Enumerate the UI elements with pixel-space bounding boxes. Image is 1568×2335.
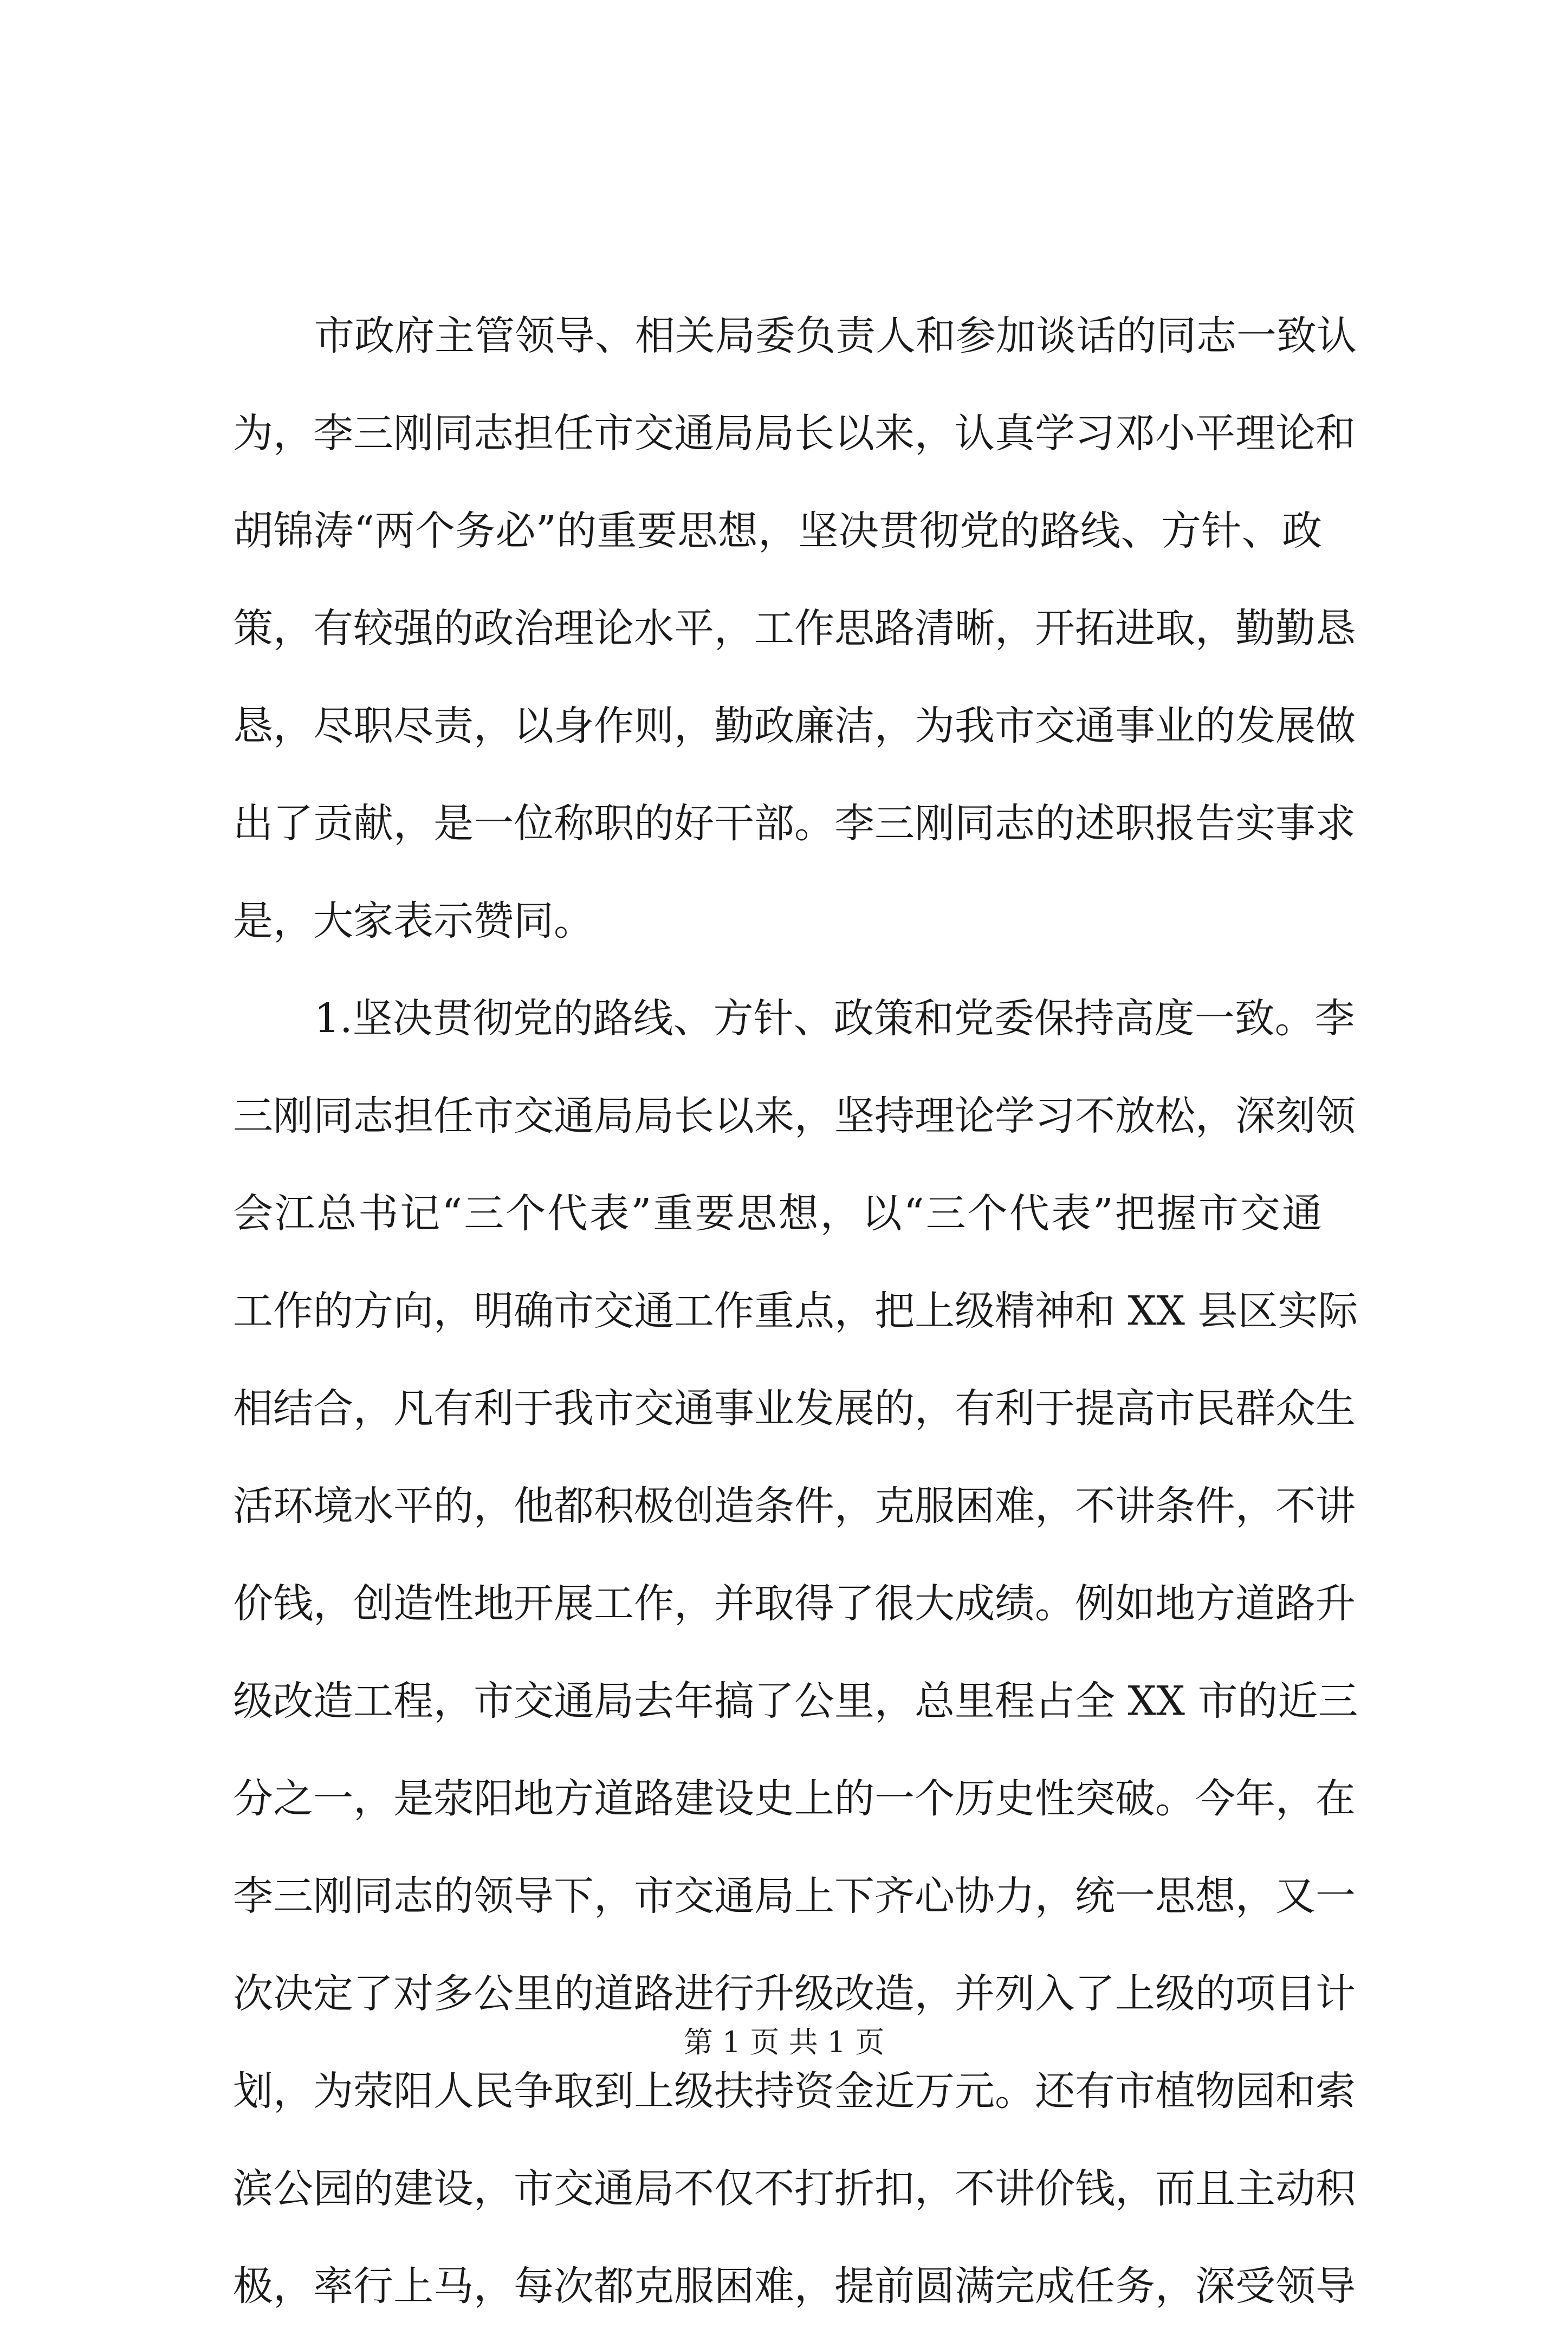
paragraph-1-line: 出了贡献，是一位称职的好干部。李三刚同志的述职报告实事求 xyxy=(233,800,1356,847)
paragraph-1-line: 胡锦涛“两个务必”的重要思想，坚决贯彻党的路线、方针、政 xyxy=(233,508,1322,554)
paragraph-2-line: 滨公园的建设，市交通局不仅不打折扣，不讲价钱，而且主动积 xyxy=(233,2165,1356,2212)
paragraph-2-line: 极，率行上马，每次都克服困难，提前圆满完成任务，深受领导 xyxy=(233,2263,1356,2310)
paragraph-2-line: 价钱，创造性地开展工作，并取得了很大成绩。例如地方道路升 xyxy=(233,1580,1356,1627)
paragraph-1-line: 市政府主管领导、相关局委负责人和参加谈话的同志一致认 xyxy=(314,313,1357,359)
paragraph-2-line: 划，为荥阳人民争取到上级扶持资金近万元。还有市植物园和索 xyxy=(233,2068,1356,2115)
paragraph-1-line: 策，有较强的政治理论水平，工作思路清晰，开拓进取，勤勤恳 xyxy=(233,605,1356,652)
page-number-footer: 第 1 页 共 1 页 xyxy=(683,2025,885,2059)
paragraph-2-line: 李三刚同志的领导下，市交通局上下齐心协力，统一思想，又一 xyxy=(233,1873,1356,1919)
paragraph-2-line: 活环境水平的，他都积极创造条件，克服困难，不讲条件，不讲 xyxy=(233,1483,1356,1529)
paragraph-1-line: 为，李三刚同志担任市交通局局长以来，认真学习邓小平理论和 xyxy=(233,410,1356,457)
paragraph-2-line: 分之一，是荥阳地方道路建设史上的一个历史性突破。今年，在 xyxy=(233,1775,1356,1822)
paragraph-2-line: 会江总书记“三个代表”重要思想，以“三个代表”把握市交通 xyxy=(233,1190,1322,1237)
paragraph-2-line: 级改造工程，市交通局去年搞了公里，总里程占全 XX 市的近三 xyxy=(233,1678,1358,1724)
paragraph-2-line: 次决定了对多公里的道路进行升级改造，并列入了上级的项目计 xyxy=(233,1970,1356,2017)
paragraph-2-line: 三刚同志担任市交通局局长以来，坚持理论学习不放松，深刻领 xyxy=(233,1093,1356,1139)
paragraph-2-line: 1.坚决贯彻党的路线、方针、政策和党委保持高度一致。李 xyxy=(314,995,1355,1042)
paragraph-2-line: 相结合，凡有利于我市交通事业发展的，有利于提高市民群众生 xyxy=(233,1385,1356,1432)
paragraph-2-line: 工作的方向，明确市交通工作重点，把上级精神和 XX 县区实际 xyxy=(233,1288,1358,1334)
paragraph-1-line: 是，大家表示赞同。 xyxy=(233,898,594,944)
paragraph-1-line: 恳，尽职尽责，以身作则，勤政廉洁，为我市交通事业的发展做 xyxy=(233,703,1356,749)
